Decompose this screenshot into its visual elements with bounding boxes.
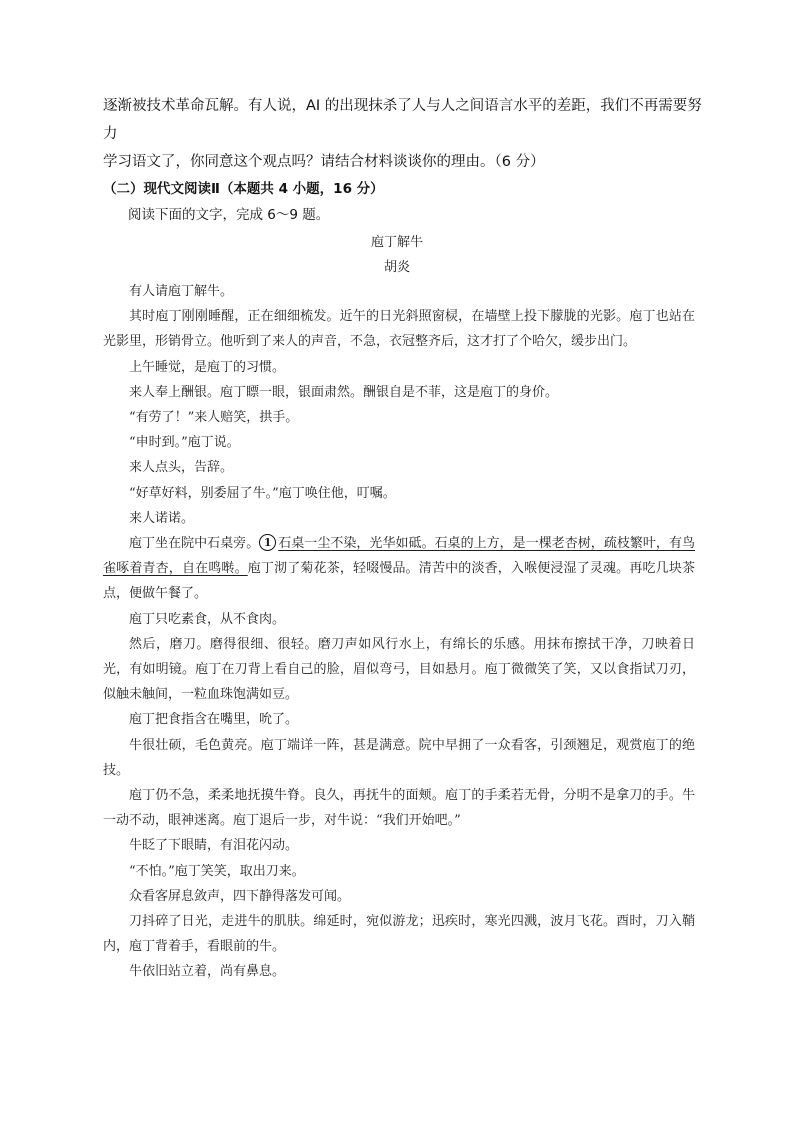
paragraph: 牛依旧站立着，尚有鼻息。: [129, 964, 286, 980]
paragraph: 庖丁把食指含在嘴里，吮了。: [129, 712, 299, 728]
paragraph: 有人请庖丁解牛。: [129, 284, 234, 299]
paragraph: 刀抖碎了日光，走进牛的肌肤。绵延时，宛似游龙；迅疾时，寒光四溅，波月飞花。酉时，刀入鞘内，庖丁背着手，看眼前的牛。: [103, 914, 695, 955]
paragraph: 众看客屏息敛声，四下静得落发可闻。: [129, 888, 351, 904]
paragraph-lead: 庖丁坐在院中石桌旁。: [129, 536, 260, 552]
reading-instruction: 阅读下面的文字，完成 6～9 题。: [128, 207, 330, 223]
paragraph: “不怕。”庖丁笑笑，取出刀来。: [129, 863, 305, 879]
paragraph: 牛很壮硕，毛色黄亮。庖丁端详一阵，甚是满意。院中早拥了一众看客，引颈翘足，观赏庖丁的绝技。: [103, 737, 695, 778]
paragraph: 其时庖丁刚刚睡醒，正在细细梳发。近午的日光斜照窗棂，在墙壁上投下朦胧的光影。庖丁也站在光影里，形销骨立。他听到了来人的声音，不急，衣冠整齐后，这才打了个哈欠，缓步出门。: [103, 309, 695, 350]
paragraph: “有劳了！”来人赔笑，拱手。: [129, 410, 299, 426]
paragraph: “申时到。”庖丁说。: [129, 435, 240, 451]
paragraph: 来人奉上酬银。庖丁瞟一眼，银面肃然。酬银自是不菲，这是庖丁的身价。: [129, 384, 559, 400]
question-continuation: [103, 92, 703, 176]
question-line-2: 学习语文了，你同意这个观点吗？请结合材料谈谈你的理由。（6 分）: [103, 154, 545, 170]
paragraph-with-marked-sentence: [103, 531, 695, 607]
paragraph: 上午睡觉，是庖丁的习惯。: [129, 359, 286, 375]
paragraph: 庖丁仍不急，柔柔地抚摸牛脊。良久，再抚牛的面颊。庖丁的手柔若无骨，分明不是拿刀的手。牛一动不动，眼神迷离。庖丁退后一步，对牛说：“我们开始吧。”: [103, 788, 695, 829]
paragraph: 牛眨了下眼睛，有泪花闪动。: [129, 838, 299, 854]
article-body: [103, 279, 695, 985]
paragraph-tail: 庖丁沏了菊花茶，轻啜慢品。清苦中的淡香，入喉便浸湿了灵魂。再吃几块茶点，便做午餐了。: [103, 561, 695, 602]
article-author: 胡炎: [383, 260, 410, 275]
paragraph: “好草好料，别委屈了牛。”庖丁唤住他，叮嘱。: [129, 485, 396, 501]
paragraph: 庖丁只吃素食，从不食肉。: [129, 611, 286, 627]
question-line-1: 逐渐被技术革命瓦解。有人说，AI 的出现抹杀了人与人之间语言水平的差距，我们不再需要努力: [103, 98, 702, 142]
article-title: 庖丁解牛: [370, 235, 423, 250]
underlined-sentence: 石桌一尘不染，光华如砥。石桌的上方，是一棵老杏树，疏枝繁叶，有鸟雀啄着青杏，自在鸣啭。: [103, 536, 695, 577]
paragraph: 来人点头，告辞。: [129, 460, 234, 476]
circled-number-marker: 1: [259, 534, 276, 551]
section-heading: （二）现代文阅读Ⅱ（本题共 4 小题，16 分）: [103, 181, 384, 197]
paragraph: 来人诺诺。: [129, 510, 195, 526]
paragraph: 然后，磨刀。磨得很细、很轻。磨刀声如风行水上，有绵长的乐感。用抹布擦拭干净，刀映着日光，有如明镜。庖丁在刀背上看自己的脸，眉似弯弓，目如悬月。庖丁微微笑了笑，又以食指试刀刃，似触未触间，一粒血珠饱满如豆。: [103, 636, 695, 703]
